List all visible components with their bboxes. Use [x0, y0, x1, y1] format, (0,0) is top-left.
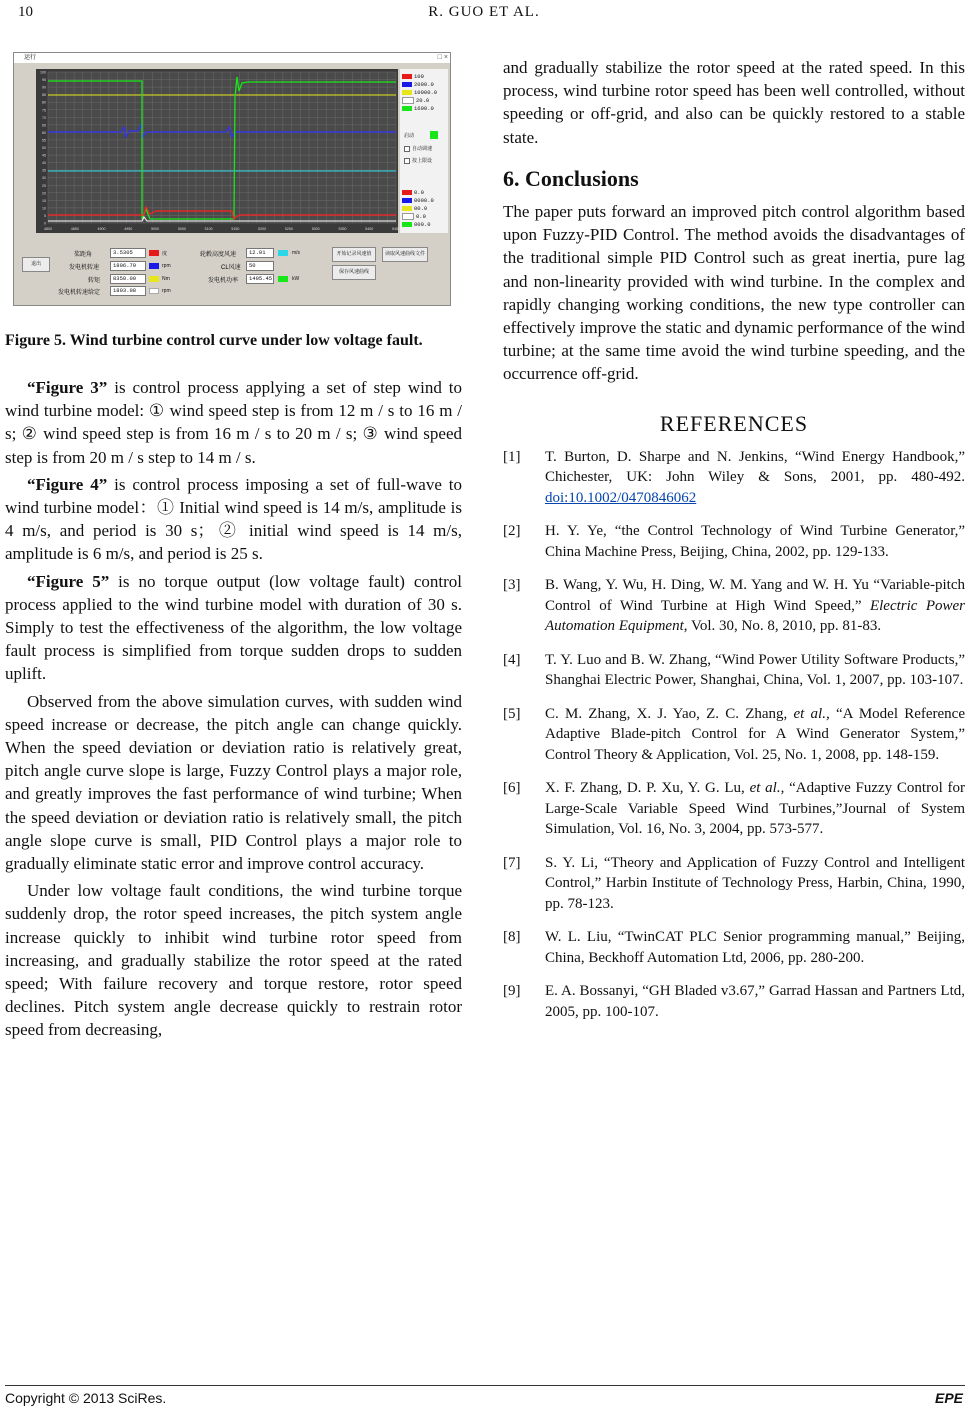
power-value-field: 1495.45	[246, 274, 274, 284]
start-record-wind-button[interactable]: 开始记录风速值	[332, 247, 376, 262]
paragraph-continued: and gradually stabilize the rotor speed at the rated speed. In this process, wind turbine rotor speed has been well controlled, without speeding or off-grid, and also can be quickly restored to a stable state.	[503, 58, 965, 147]
speed-ref-unit: rpm	[162, 288, 171, 294]
reference-text-main: W. L. Liu, “TwinCAT PLC Senior programming manual,” Beijing, China, Beckhoff Automation Ltd, 2006, pp. 280-200.	[545, 929, 965, 966]
reference-text	[545, 521, 965, 562]
x-tick-label: 4950	[124, 227, 133, 231]
reference-text-italic: Electric Power Automation Equipment	[545, 597, 966, 635]
legend-entry	[402, 197, 434, 203]
legend-entry	[402, 221, 431, 227]
torque-value-field: 8350.00	[110, 274, 146, 284]
legend-value: 0.0	[416, 212, 426, 220]
control-curve-plot	[36, 69, 398, 233]
references-heading: REFERENCES	[659, 410, 809, 436]
speed-ref-color-swatch	[149, 288, 159, 294]
wind-speed-value-field: 12.01	[246, 248, 274, 258]
x-tick-label: 5050	[177, 227, 186, 231]
reference-text-main: T. Burton, D. Sharpe and N. Jenkins, “Wind Energy Handbook,” Chichester, UK: John Wiley & Sons, 2001, pp. 480-492.	[545, 448, 965, 486]
running-title: R. GUO ET AL.	[428, 4, 540, 20]
auto-speed-checkbox[interactable]: 自动调速	[404, 145, 432, 152]
legend-value: 20.0	[416, 96, 430, 104]
reference-item	[503, 521, 965, 562]
paragraph-observation: Observed from the above simulation curves, with sudden wind speed increase or decrease, the pitch angle can change quickly. When the speed deviation or deviation ratio is relatively great, pitch angle curve slope is large, Fuzzy Control plays a major role, and greatly improves the fast performance of wind turbine; When the speed deviation or deviation ratio is relatively small, the pitch angle slope curve is small, PID Control plays a major role to gradually eliminate static error and improve control accuracy.	[5, 691, 462, 874]
power-label: 发电机功率	[208, 278, 239, 284]
reference-text	[545, 650, 965, 691]
reference-text	[545, 778, 965, 840]
y-tick-label: 100	[40, 70, 46, 75]
reference-text-italic: et al.	[749, 780, 781, 797]
legend-entry	[402, 213, 426, 219]
y-tick-label: 65	[42, 123, 46, 128]
legend-value: 00.0	[414, 204, 428, 212]
figure-window-title: 运行	[24, 55, 37, 61]
legend-swatch	[402, 198, 412, 203]
y-tick-label: 95	[42, 78, 46, 83]
y-tick-label: 35	[42, 168, 46, 173]
reference-text-tail: , “Adaptive Fuzzy Control for Large-Scale Variable Speed Wind Turbines,”Journal of System Simulation, Vol. 16, No. 3, 2004, pp. 573-577.	[545, 780, 966, 838]
conclusions-paragraph: The paper puts forward an improved pitch control algorithm based upon Fuzzy-PID Control. The method avoids the disadvantages of the traditional simple PID Control such as great inertia, pure lag and non-linearity provided with wind turbine. In the complex and rapidly changing working conditions, the new type controller can effectively improve the static and dynamic performance of the wind turbine; at the same time avoid the wind turbine speeding, and the occurrence off-grid.	[503, 202, 965, 384]
run-indicator	[430, 131, 438, 139]
reference-number: [7]	[503, 854, 521, 871]
upper-limit-checkbox[interactable]: 按上限设	[404, 157, 432, 164]
reference-item	[503, 981, 965, 1022]
torque-label: 转矩	[88, 278, 101, 284]
reference-text	[545, 704, 965, 766]
y-tick-label: 60	[42, 130, 46, 135]
y-tick-label: 80	[42, 100, 46, 105]
y-tick-label: 15	[42, 198, 46, 203]
x-tick-label: 5250	[284, 227, 293, 231]
reference-text	[545, 575, 965, 637]
wind-speed-label: 轮毂高度风速	[200, 252, 237, 258]
reference-text	[545, 447, 965, 509]
doi-link[interactable]: doi:10.1002/0470846062	[545, 489, 697, 506]
x-tick-label: 5000	[151, 227, 160, 231]
y-tick-label: 10	[42, 206, 46, 211]
reference-number: [3]	[503, 577, 521, 594]
torque-color-swatch	[149, 276, 159, 282]
legend-value: 1600.0	[414, 104, 434, 112]
x-tick-label: 5350	[338, 227, 347, 231]
reference-text-main: T. Y. Luo and B. W. Zhang, “Wind Power Utility Software Products,” Shanghai Electric Power, Shanghai, China, Vol. 1, 2007, pp. 103-107.	[545, 651, 965, 689]
legend-swatch	[402, 82, 412, 87]
read-wind-curve-button[interactable]: 读取风速曲线文件	[382, 247, 428, 262]
y-tick-label: 70	[42, 115, 46, 120]
legend-swatch	[402, 74, 412, 79]
y-tick-label: 40	[42, 161, 46, 166]
reference-list	[503, 447, 965, 1023]
right-column	[503, 56, 965, 1035]
footer-rule	[5, 1385, 965, 1386]
legend-entry	[402, 81, 434, 87]
reference-item	[503, 853, 965, 915]
reference-text-italic: et al.,	[793, 705, 830, 722]
power-unit: kW	[292, 276, 300, 282]
reference-number: [4]	[503, 651, 521, 668]
power-color-swatch	[278, 276, 288, 282]
figure-5-screenshot	[13, 52, 451, 306]
reference-number: [9]	[503, 983, 521, 1000]
y-tick-label: 90	[42, 85, 46, 90]
legend-swatch	[402, 213, 414, 220]
legend-value: 10000.0	[414, 88, 438, 96]
reference-text-main: H. Y. Ye, “the Control Technology of Wind Turbine Generator,” China Machine Press, Beijing, China, 2002, pp. 129-133.	[545, 523, 965, 560]
paragraph-figure3: “Figure 3” is control process applying a set of step wind to wind turbine model: ① wind speed step is from 12 m / s to 16 m / s; ② wind speed step is from 16 m / s to 20 m / s; ③ wind speed step is from 20 m / s step to 14 m / s.	[5, 378, 462, 467]
legend-swatch	[402, 206, 412, 211]
y-tick-label: 25	[42, 183, 46, 188]
cl-wind-value-field[interactable]: 50	[246, 261, 274, 271]
x-tick-label: 5150	[231, 227, 240, 231]
gen-speed-color-swatch	[149, 263, 159, 269]
y-tick-label: 75	[42, 108, 46, 113]
copyright: Copyright © 2013 SciRes.	[5, 1390, 167, 1406]
reference-item	[503, 927, 965, 968]
x-tick-label: 5300	[311, 227, 320, 231]
x-tick-label: 4850	[70, 227, 79, 231]
y-tick-label: 30	[42, 176, 46, 181]
reference-item	[503, 704, 965, 766]
legend-swatch	[402, 222, 412, 227]
pitch-color-swatch	[149, 250, 159, 256]
speed-ref-label: 发电机转速给定	[58, 290, 101, 296]
left-column	[5, 312, 462, 1042]
figure-caption: Figure 5. Wind turbine control curve under low voltage fault.	[5, 332, 423, 349]
legend-entry	[402, 189, 424, 195]
wind-speed-unit: m/s	[292, 250, 301, 256]
speed-ref-value-field: 1803.08	[110, 286, 146, 296]
legend-entry	[402, 73, 424, 79]
x-tick-label: 5200	[258, 227, 267, 231]
paragraph-figure5: “Figure 5” is no torque output (low voltage fault) control process applied to the wind turbine model with duration of 30 s. Simply to test the effectiveness of the algorithm, the low voltage fault process is simplified from torque sudden drops to sudden uplift.	[5, 571, 462, 684]
x-tick-label: 4900	[97, 227, 106, 231]
x-tick-label: 5400	[365, 227, 374, 231]
gen-speed-value-field: 1806.79	[110, 261, 146, 271]
legend-swatch	[402, 106, 412, 111]
legend-value: 0.0	[414, 188, 424, 196]
legend-value: 2000.0	[414, 80, 434, 88]
reference-item	[503, 650, 965, 691]
figure-window-titlebar	[14, 53, 450, 63]
x-tick-label: 5100	[204, 227, 213, 231]
pitch-value-field: 3.5305	[110, 248, 146, 258]
reference-item	[503, 447, 965, 509]
reference-text-main: X. F. Zhang, D. P. Xu, Y. G. Lu,	[545, 780, 750, 797]
reference-text	[545, 981, 965, 1022]
legend-entry	[402, 97, 429, 103]
x-tick-label: 5450	[392, 227, 400, 231]
reference-text-tail: , Vol. 30, No. 8, 2010, pp. 81-83.	[683, 618, 882, 635]
legend-swatch	[402, 97, 414, 104]
x-tick-label: 4800	[44, 227, 52, 231]
y-tick-label: 85	[42, 93, 46, 98]
paragraph-figure4: “Figure 4” is control process imposing a set of full-wave to wind turbine model：① Initial wind speed is 14 m/s, amplitude is 4 m/s, and period is 30 s；② initial wind speed is 14 m/s, amplitude is 6 m/s, and period is 25 s.	[5, 474, 462, 564]
legend-entry	[402, 105, 434, 111]
journal-abbrev: EPE	[934, 1390, 963, 1406]
reference-number: [2]	[503, 523, 521, 540]
y-tick-label: 50	[42, 146, 46, 150]
run-label: 启动	[404, 133, 415, 139]
reference-text-tail: “A Model Reference Adaptive Blade-pitch Control for A Wind Generator System,” Control Theory & Application, Vol. 25, No. 1, 2008, pp. 148-159.	[545, 705, 965, 763]
legend-entry	[402, 205, 427, 211]
exit-button[interactable]: 退出	[22, 257, 50, 272]
legend-value: 000.0	[414, 220, 431, 228]
save-wind-curve-button[interactable]: 保存风速曲线	[332, 265, 376, 280]
conclusions-heading: 6. Conclusions	[503, 165, 639, 191]
y-tick-label: 0	[44, 221, 46, 226]
y-tick-label: 20	[42, 191, 46, 196]
legend-value: 0000.0	[414, 196, 434, 204]
pitch-unit: 度	[162, 251, 168, 257]
reference-text-main: B. Wang, Y. Wu, H. Ding, W. M. Yang and W. H. Yu “Variable-pitch Control of Wind Turbine at High Wind Speed,”	[545, 577, 965, 614]
reference-number: [8]	[503, 929, 521, 946]
reference-number: [5]	[503, 705, 521, 722]
legend-entry	[402, 89, 437, 95]
y-tick-label: 5	[44, 213, 46, 218]
reference-number: [1]	[503, 448, 521, 465]
cl-wind-label: CL风速	[221, 265, 241, 271]
legend-swatch	[402, 90, 412, 95]
reference-text	[545, 927, 965, 968]
reference-number: [6]	[503, 780, 521, 797]
reference-text	[545, 853, 965, 915]
paragraph-low-voltage: Under low voltage fault conditions, the wind turbine torque suddenly drop, the rotor speed increases, the pitch system angle increase quickly to inhibit wind turbine rotor speed from increasing, and gradually stabilize the rotor speed at the rated speed; With failure recovery and torque restore, rotor speed declines. Pitch system angle decrease quickly to restrain rotor speed from decreasing,	[5, 881, 462, 1040]
gen-speed-unit: rpm	[162, 263, 171, 269]
wind-speed-color-swatch	[278, 250, 288, 256]
reference-text-main: E. A. Bossanyi, “GH Bladed v3.67,” Garrad Hassan and Partners Ltd, 2005, pp. 100-107.	[545, 983, 965, 1020]
reference-item	[503, 778, 965, 840]
torque-unit: Nm	[162, 276, 170, 282]
series-legend-panel	[400, 69, 448, 233]
pitch-label: 桨距角	[74, 252, 93, 258]
page-number: 10	[18, 4, 33, 20]
y-tick-label: 45	[42, 153, 46, 158]
legend-swatch	[402, 190, 412, 195]
window-buttons: □ ×	[437, 54, 448, 61]
legend-value: 100	[414, 72, 424, 80]
gen-speed-label: 发电机转速	[69, 265, 100, 271]
reference-item	[503, 575, 965, 637]
reference-text-main: C. M. Zhang, X. J. Yao, Z. C. Zhang,	[545, 705, 794, 722]
y-tick-label: 55	[42, 138, 46, 143]
reference-text-main: S. Y. Li, “Theory and Application of Fuzzy Control and Intelligent Control,” Harbin Institute of Technology Press, Harbin, China, 1990, pp. 78-123.	[545, 854, 965, 912]
